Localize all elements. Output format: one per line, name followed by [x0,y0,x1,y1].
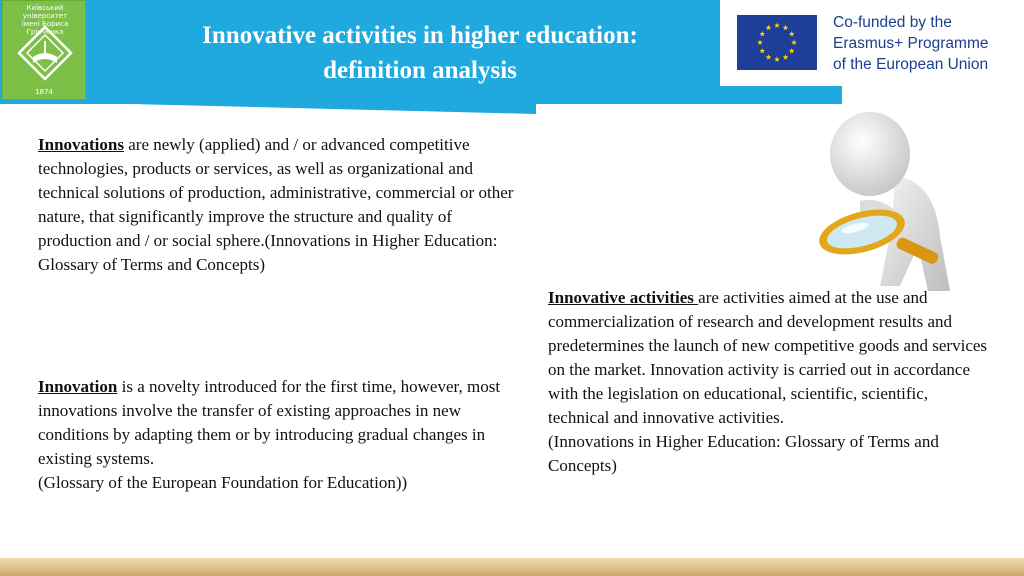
page-title [150,18,690,88]
innovative-activities-term: Innovative activities [548,288,699,307]
eu-flag-icon [737,15,817,70]
eu-text [833,12,1023,75]
logo-line-2: імені Бориса Грінченка [21,20,69,36]
innovative-activities-definition [548,286,988,478]
eu-line-2: Erasmus+ Programme [833,35,989,52]
eu-cofunded-logo [720,0,1024,86]
innovations-definition [38,133,528,277]
innovation-text: is a novelty introduced for the first time, however, most innovations involve the transfer of existing approaches in new conditions by adapting them or by introducing gradual changes in existing systems. [38,377,501,468]
book-emblem-icon [15,23,75,83]
innovation-definition [38,375,518,495]
innovation-source: (Glossary of the European Foundation for Education)) [38,473,408,492]
innovations-term: Innovations [38,135,124,154]
innovations-text: are newly (applied) and / or advanced competitive technologies, products or services, as well as organizational and technical solutions of production, administrative, commercial or other nature, that significantly improve the structure and quality of production and / or social sphere.(Innovations in Higher Education: Glossary of Terms and Concepts) [38,135,514,274]
header-tab-decoration [140,100,536,114]
footer-bar [0,558,1024,576]
innovative-activities-text: are activities aimed at the use and commercialization of research and development results and predetermines the launch of new competitive goods and services on the market. Innovation activity is carried out in accordance with the legislation on educational, scientific, scientific, technical and innovative activities. [548,288,988,427]
logo-line-1: Київський університет [22,4,68,20]
innovative-activities-source: (Innovations in Higher Education: Glossary of Terms and Concepts) [548,432,939,475]
title-line-1: Innovative activities in higher education: [202,22,638,49]
innovation-term: Innovation [38,377,118,396]
magnifier-figure-illustration [800,96,970,296]
title-line-2: definition analysis [323,57,517,84]
eu-line-3: of the European Union [833,56,989,73]
logo-year: 1874 [35,88,53,96]
university-logo [2,0,86,100]
eu-line-1: Co-funded by the [833,14,952,31]
